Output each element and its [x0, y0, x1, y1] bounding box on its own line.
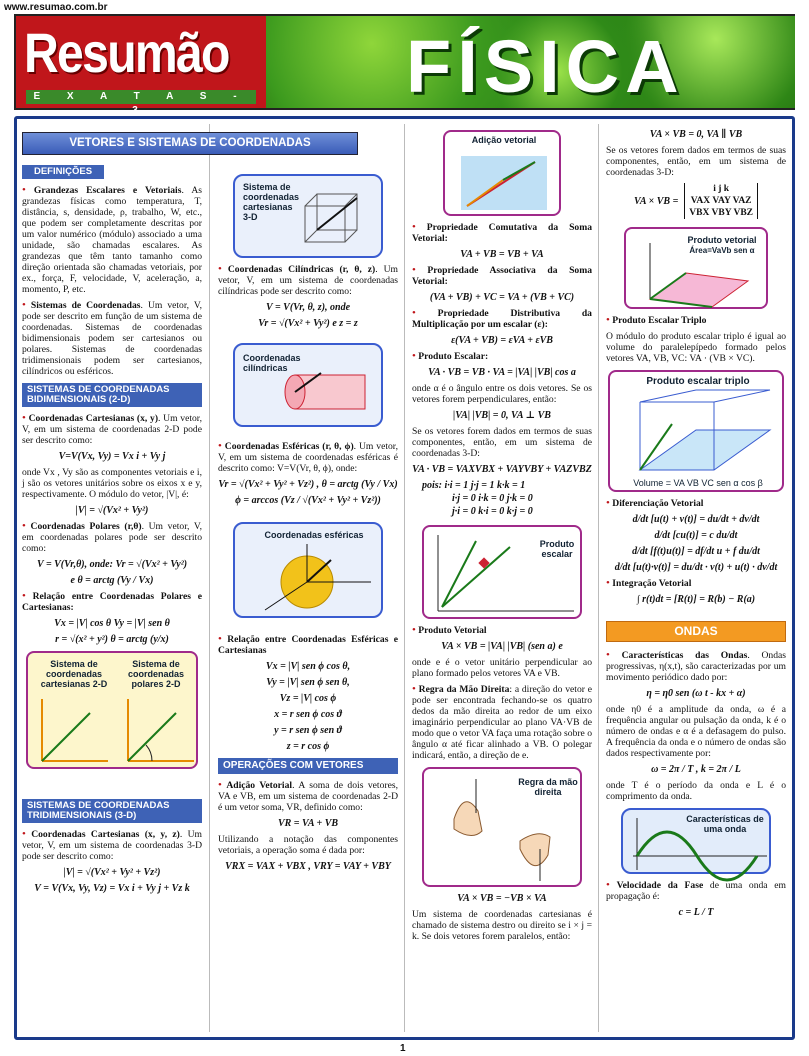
logo-brand: Resumão	[24, 21, 229, 84]
column-divider	[404, 124, 405, 1032]
subsection-header: SISTEMAS DE COORDENADAS TRIDIMENSIONAIS (3-D)	[22, 799, 202, 823]
figure-scalar-product	[422, 525, 582, 619]
parallelogram-illustration	[626, 229, 770, 311]
figure-2d-systems	[26, 651, 198, 769]
paragraph: onde e é o vetor unitário perpendicular ao plano formado pelos vetores VA e VB.	[412, 657, 592, 679]
figure-caption: Regra da mão direita	[518, 777, 578, 797]
equation: Vx = |V| sen ϕ cos θ,	[265, 661, 351, 672]
equation: VA × VB = 0, VA ∥ VB	[649, 129, 743, 140]
equation: d/dt [f(t)u(t)] = df/dt u + f du/dt	[632, 546, 760, 557]
figure-spherical	[233, 522, 383, 618]
hand-illustration	[424, 769, 584, 889]
equation: VA · VB = VAXVBX + VAYVBY + VAZVBZ	[412, 464, 592, 475]
subsection-header: DEFINIÇÕES	[22, 165, 104, 179]
equation: i·j = 0 i·k = 0 j·k = 0	[452, 493, 533, 504]
equation: Vx = |V| cos θ Vy = |V| sen θ	[54, 618, 170, 629]
cube-illustration	[235, 176, 385, 260]
determinant-lhs: VA × VB =	[634, 195, 679, 207]
equation: VA × VB = −VB × VA	[457, 893, 547, 904]
logo	[16, 16, 266, 116]
site-url[interactable]: www.resumao.com.br	[4, 2, 108, 13]
figure-cylindrical	[233, 343, 383, 427]
equation: V = V(Vr,θ), onde: Vr = √(Vx² + Vy²)	[36, 559, 188, 570]
title-background	[266, 16, 795, 108]
figure-equation: Volume = VA VB VC sen α cos β	[633, 478, 763, 488]
paragraph: Se os vetores forem dados em termos de suas componentes, então, em um sistema de coordenadas 3-D:	[606, 145, 786, 178]
cylindrical-item: • Coordenadas Cilíndricas (r, θ, z). Um vetor, V, em um sistema de coordenadas cilíndricas pode ser descrito como:	[218, 263, 399, 297]
equation: |V| = √(Vx² + Vy²)	[75, 505, 149, 516]
equation: V = V(Vx, Vy, Vz) = Vx i + Vy j + Vz k	[34, 883, 190, 894]
determinant-row: VAX VAY VAZ	[690, 196, 752, 206]
column-divider	[209, 124, 210, 1032]
sphere-illustration	[235, 524, 385, 620]
subsection-header: SISTEMAS DE COORDENADAS BIDIMENSIONAIS (2-D)	[22, 383, 202, 407]
scalar-product-illustration	[424, 527, 584, 621]
equation: V = V(Vr, θ, z), onde	[265, 302, 351, 313]
cartesian-3d-item: • Coordenadas Cartesianas (x, y, z). Um vetor, V, em um sistema de coordenadas 3-D pode ser descrito como:	[22, 828, 202, 862]
determinant-row: i j k	[713, 184, 730, 194]
column-3	[412, 124, 592, 947]
figure-caption: Produto escalar triplo	[646, 376, 750, 387]
equation: Vz = |V| cos ϕ	[279, 693, 337, 704]
paragraph: O módulo do produto escalar triplo é igual ao volume do paralelepípedo formado pelos vetores VA, VB, VC: VA · (VB × VC).	[606, 331, 786, 364]
vector-addition-item: • Adição Vetorial. A soma de dois vetores, VA e VB, em um sistema de coordenadas 2-D é um vetor soma, VR, definido como:	[218, 779, 398, 813]
header-banner	[14, 14, 795, 116]
commutative-item: • Propriedade Comutativa da Soma Vetorial:	[412, 221, 592, 244]
vector-sum-illustration	[445, 132, 563, 218]
equation: VA + VB = VB + VA	[460, 249, 544, 260]
spherical-relation-item: • Relação entre Coordenadas Esféricas e Cartesianas	[218, 633, 399, 656]
figure-vector-addition	[443, 130, 561, 216]
determinant	[606, 183, 786, 219]
paragraph: Se os vetores forem dados em termos de suas componentes, então, em um sistema de coordenadas 3-D:	[412, 426, 592, 459]
equation: VR = VA + VB	[277, 818, 339, 829]
equation: d/dt [u(t)·v(t)] = du/dt · v(t) + u(t) · dv/dt	[614, 562, 778, 573]
equation: (VA + VB) + VC = VA + (VB + VC)	[429, 292, 575, 303]
differentiation-item: • Diferenciação Vetorial	[606, 497, 704, 509]
equation: e θ = arctg (Vy / Vx)	[70, 575, 154, 586]
column-4	[606, 124, 786, 923]
figure-triple-product	[608, 370, 784, 492]
cylinder-illustration	[235, 345, 385, 429]
determinant-matrix	[684, 183, 758, 219]
equation: Vy = |V| sen ϕ sen θ,	[266, 677, 350, 688]
subsection-header: OPERAÇÕES COM VETORES	[218, 758, 398, 774]
figure-caption-sub: Área=VaVb sen α	[689, 246, 755, 255]
relation-item: • Relação entre Coordenadas Polares e Cartesianas:	[22, 590, 202, 613]
figure-right-hand-rule	[422, 767, 582, 887]
vector-product-item: • Produto Vetorial	[412, 624, 487, 636]
cartesian-2d-item: • Coordenadas Cartesianas (x, y). Um vetor, V, em um sistema de coordenadas 2-D pode ser descrito como:	[22, 412, 202, 446]
equation: d/dt [u(t) + v(t)] = du/dt + dv/dt	[632, 514, 760, 525]
polar-item: • Coordenadas Polares (r,θ). Um vetor, V, em coordenadas polares pode ser descrito como:	[22, 520, 202, 554]
equation: ϕ = arccos (Vz / √(Vx² + Vy² + Vz²))	[235, 495, 381, 506]
equation: Vr = √(Vx² + Vy²) e z = z	[258, 318, 358, 329]
paragraph: onde α é o ângulo entre os dois vetores. Se os vetores forem perpendiculares, então:	[412, 383, 592, 405]
equation: y = r sen ϕ sen ϑ	[274, 725, 342, 736]
spherical-item: • Coordenadas Esféricas (r, θ, ϕ). Um vetor, V, em um sistema de coordenadas esféricas é descrito como: V=V(Vr, θ, ϕ), onde:	[218, 440, 399, 474]
phase-velocity-item: • Velocidade da Fase de uma onda em propagação é:	[606, 879, 786, 902]
paragraph: Um sistema de coordenadas cartesianas é chamado de sistema destro ou direito se i × j = k. Se dois vetores forem paralelos, então:	[412, 909, 592, 942]
parallelepiped-illustration	[610, 372, 786, 494]
definition-item: • Sistemas de Coordenadas. Um vetor, V, pode ser descrito em função de um sistema de coordenadas. Sistemas de coordenadas bidimensionais podem ser cartesianos ou polares. Sistemas de coordenadas tridimensionais podem ser cartesianos, cilíndricos ou esféricos.	[22, 299, 202, 377]
equation: ∫ r(t)dt = [R(t)] = R(b) − R(a)	[636, 594, 756, 605]
equation: r = √(x² + y²) θ = arctg (y/x)	[55, 634, 169, 645]
figure-caption: Características de uma onda	[686, 814, 764, 834]
figure-caption: Produto escalar	[539, 539, 575, 559]
right-hand-rule-item: • Regra da Mão Direita: a direção do vetor e pode ser encontrada fechando-se os quatro dedos da mão direita ao redor de um eixo imaginário perpendicular ao plano VA·VB de modo que o vetor VA faça uma rotação sobre o ângulo α até ficar alinhado a VB. O polegar indicará, então, a direção de e.	[412, 683, 593, 761]
figure-caption: Sistema de coordenadas cartesianas 2-D	[40, 659, 108, 689]
figure-caption: Sistema de coordenadas cartesianas 3-D	[243, 182, 300, 222]
paragraph: onde T é o período da onda e L é o comprimento da onda.	[606, 780, 786, 802]
equation: VA · VB = VB · VA = |VA| |VB| cos a	[428, 367, 576, 378]
section-header: VETORES E SISTEMAS DE COORDENADAS	[22, 132, 358, 155]
figure-caption: Sistema de coordenadas polares 2-D	[127, 659, 185, 689]
equation: x = r sen ϕ cos ϑ	[274, 709, 342, 720]
axes-illustration	[28, 653, 200, 771]
figure-wave	[621, 808, 771, 874]
section-header-ondas: ONDAS	[606, 621, 786, 642]
integration-item: • Integração Vetorial	[606, 577, 692, 589]
equation: pois: i·i = 1 j·j = 1 k·k = 1	[422, 480, 526, 491]
column-2	[218, 168, 398, 877]
equation: j·i = 0 k·i = 0 k·j = 0	[452, 506, 533, 517]
equation: z = r cos ϕ	[286, 741, 330, 752]
paragraph: Utilizando a notação das componentes vetoriais, a operação soma é dada por:	[218, 834, 398, 856]
figure-caption: Coordenadas esféricas	[264, 530, 364, 540]
figure-caption: Produto vetorial	[687, 235, 757, 245]
figure-cartesian-3d	[233, 174, 383, 258]
distributive-item: • Propriedade Distributiva da Multiplicação por um escalar (ε):	[412, 307, 592, 330]
equation: ε(VA + VB) = εVA + εVB	[451, 335, 553, 346]
equation: V=V(Vx, Vy) = Vx i + Vy j	[58, 451, 166, 462]
page-title: FÍSICA	[406, 25, 685, 108]
equation: VA × VB = |VA| |VB| (sen a) e	[441, 641, 563, 652]
equation: η = η0 sen (ω t - kx + α)	[646, 688, 746, 699]
equation: d/dt [cu(t)] = c du/dt	[654, 530, 738, 541]
page-number: 1	[400, 1043, 406, 1054]
wave-illustration	[623, 810, 773, 876]
associative-item: • Propriedade Associativa da Soma Vetorial:	[412, 264, 592, 287]
wave-characteristics-item: • Características das Ondas. Ondas progressivas, η(x,t), são caracterizadas por um movimento periódico dado por:	[606, 649, 787, 683]
column-divider	[598, 124, 599, 1032]
figure-vector-product	[624, 227, 768, 309]
equation: Vr = √(Vx² + Vy² + Vz²) , θ = arctg (Vy / Vx)	[218, 479, 398, 490]
equation: c = L / T	[678, 907, 714, 918]
definition-item: • Grandezas Escalares e Vetoriais. As grandezas físicas como temperatura, T, distância, s, densidade, ρ, trabalho, W, etc., que podem ser completamente descritas por um valor numérico (módulo) associado a uma unidade, são chamadas escalares. As grandezas que têm tanto tamanho como direção orientada são chamadas vetoriais, por ex., força, F, velocidade, V, aceleração, a, momento, P, etc.	[22, 184, 202, 295]
equation: |VA| |VB| = 0, VA ⊥ VB	[453, 410, 551, 421]
equation: |V| = √(Vx² + Vy² + Vz²)	[63, 867, 161, 878]
paragraph: onde η0 é a amplitude da onda, ω é a frequência angular ou pulsação da onda, k é o número de ondas e α é a defasagem do pulso. A frequência da onda e o número de ondas são dados respectivamente por:	[606, 704, 786, 759]
determinant-row: VBX VBY VBZ	[689, 208, 753, 218]
scalar-product-item: • Produto Escalar:	[412, 350, 489, 362]
equation: ω = 2π / T , k = 2π / L	[651, 764, 741, 775]
equation: VRX = VAX + VBX , VRY = VAY + VBY	[225, 861, 391, 872]
paragraph: onde Vx , Vy são as componentes vetoriais e i, j são os vetores unitários sobre os eixos x e y, respectivamente. O módulo do vetor, |V|, é:	[22, 467, 202, 500]
triple-product-item: • Produto Escalar Triplo	[606, 314, 707, 326]
logo-strip: E X A T A S - 3	[26, 90, 256, 104]
figure-caption: Adição vetorial	[471, 135, 537, 145]
figure-caption: Coordenadas cilíndricas	[243, 353, 301, 373]
